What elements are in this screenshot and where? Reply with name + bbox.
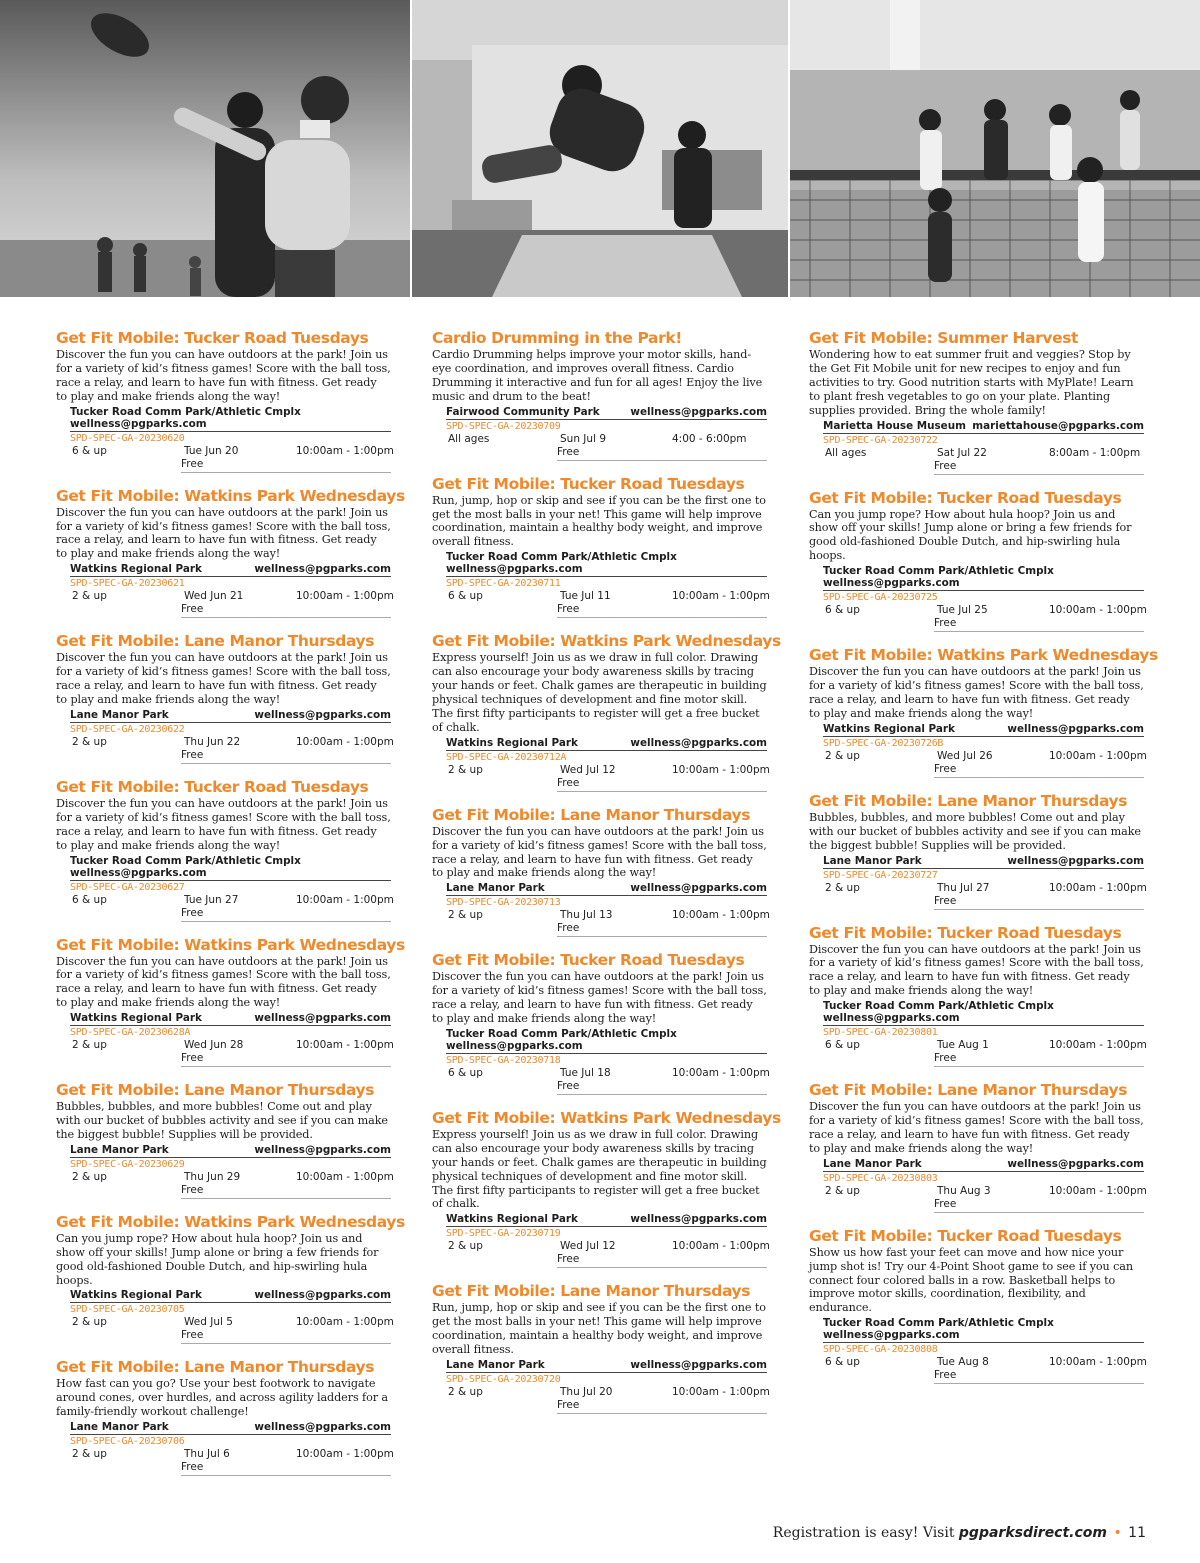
program-location: Lane Manor Park [70,1421,169,1434]
program-date: Thu Jun 29 [184,1170,241,1183]
program-date: Thu Jun 22 [184,735,241,748]
program-code: SPD-SPEC-GA-20230722 [823,434,938,446]
program-listing [809,646,1158,778]
program-location: Lane Manor Park [823,1157,922,1170]
program-title: Get Fit Mobile: Watkins Park Wednesdays [56,935,405,954]
program-title: Get Fit Mobile: Tucker Road Tuesdays [56,329,369,347]
program-age: 2 & up [72,1448,107,1461]
program-info [70,405,394,473]
program-info [70,854,394,922]
program-code: SPD-SPEC-GA-20230627 [70,881,185,893]
program-title: Get Fit Mobile: Lane Manor Thursdays [56,1081,375,1100]
program-listing [432,474,770,619]
location-row [70,406,391,432]
program-title: Cardio Drumming in the Park! [432,329,682,347]
program-listing [432,632,781,791]
program-age: 2 & up [825,749,860,762]
program-fee: Free [557,446,767,461]
location-row [70,1012,391,1026]
program-time: 10:00am - 1:00pm [672,590,770,603]
program-code: SPD-SPEC-GA-20230711 [446,578,561,590]
location-row [446,1359,767,1373]
program-info [446,1359,770,1414]
program-description: Discover the fun you can have outdoors at the park! Join us for a variety of kid’s fitness games! Score with the ball toss, race a relay, and learn to have fun with fitness. Get ready to play and make friends along the way! [56,796,391,852]
program-email[interactable]: wellness@pgparks.com [70,866,207,879]
program-fee: Free [557,603,767,618]
program-info [446,1213,770,1268]
program-time: 10:00am - 1:00pm [296,1170,394,1183]
location-row [446,1213,767,1227]
program-info [823,722,1147,778]
schedule-row [823,1184,1147,1198]
program-description: Can you jump rope? How about hula hoop? Join us and show off your skills! Jump alone or bring a few friends for good old-fashioned Double Dutch, and hip-swirling hula hoops. [56,1231,379,1287]
program-description: Show us how fast your feet can move and how nice your jump shot is! Try our 4-Point Shoot game to see if you can connect four colored balls in a row. Basketball helps to improve motor skills, coordination, flexibility, and endurance. [809,1245,1133,1315]
program-fee: Free [934,895,1144,910]
program-time: 10:00am - 1:00pm [296,1039,394,1052]
program-age: 6 & up [825,1356,860,1369]
program-date: Thu Jul 13 [560,909,613,922]
program-column-1 [56,329,405,1490]
program-fee: Free [557,1253,767,1268]
program-location: Watkins Regional Park [70,563,202,576]
program-age: 6 & up [825,604,860,617]
program-time: 10:00am - 1:00pm [296,1448,394,1461]
program-email[interactable]: mariettahouse@pgparks.com [972,419,1144,432]
program-age: 2 & up [72,590,107,603]
program-date: Tue Jul 25 [937,604,988,617]
program-fee: Free [934,617,1144,632]
program-info [823,565,1147,632]
program-listing [56,486,405,619]
program-description: Discover the fun you can have outdoors at the park! Join us for a variety of kid’s fitness games! Score with the ball toss, race a relay, and learn to have fun with fitness. Get ready to play and make friends along the way! [56,505,391,561]
program-description: Wondering how to eat summer fruit and veggies? Stop by the Get Fit Mobile unit for new recipes to enjoy and fun activities to try. Good nutrition starts with MyPlate! Learn to plant fresh vegetables to go on your plate. Planting supplies provided. Bring the whole family! [809,348,1134,417]
program-time: 10:00am - 1:00pm [1049,1184,1147,1197]
program-location: Tucker Road Comm Park/Athletic Cmplx [446,1027,677,1040]
program-date: Wed Jun 28 [184,1039,244,1052]
program-description: Bubbles, bubbles, and more bubbles! Come out and play with our bucket of bubbles activity and see if you can make the biggest bubble! Supplies will be provided. [809,810,1141,852]
program-time: 10:00am - 1:00pm [672,763,770,776]
program-email[interactable]: wellness@pgparks.com [823,1012,960,1025]
program-time: 4:00 - 6:00pm [672,432,747,445]
program-title: Get Fit Mobile: Watkins Park Wednesdays [56,1212,405,1231]
location-row [70,1144,391,1158]
program-code: SPD-SPEC-GA-20230622 [70,723,185,735]
program-time: 10:00am - 1:00pm [1049,604,1147,617]
program-email[interactable]: wellness@pgparks.com [254,563,391,576]
program-title: Get Fit Mobile: Watkins Park Wednesdays [432,632,781,651]
program-info [446,882,770,937]
program-location: Watkins Regional Park [70,1012,202,1025]
program-description: Express yourself! Join us as we draw in full color. Drawing can also encourage your body awareness skills by tracing your hands or feet. Chalk games are therapeutic in building physical techniques of development and fine motor skill. The first fifty participants to register will get a free bucket of chalk. [432,1127,767,1211]
program-date: Tue Jun 27 [184,893,239,906]
program-time: 10:00am - 1:00pm [296,893,394,906]
program-description: Run, jump, hop or skip and see if you can be the first one to get the most balls in your net! This game will help improve coordination, maintain a healthy body weight, and improve overall fitness. [432,493,766,549]
program-description: Cardio Drumming helps improve your motor skills, hand-eye coordination, and improves overall fitness. Cardio Drumming it interactive and fun for all ages! Enjoy the live music and drum to the beat! [432,348,763,403]
schedule-row [70,1316,394,1329]
program-description: Express yourself! Join us as we draw in full color. Drawing can also encourage your body awareness skills by tracing your hands or feet. Chalk games are therapeutic in building physical techniques of development and fine motor skill. The first fifty participants to register will get a free bucket of chalk. [432,651,767,734]
program-email[interactable]: wellness@pgparks.com [1007,1157,1144,1170]
program-time: 10:00am - 1:00pm [672,1386,770,1398]
schedule-row [446,1386,770,1399]
schedule-row [70,1039,394,1052]
program-email[interactable]: wellness@pgparks.com [254,708,391,721]
program-location: Tucker Road Comm Park/Athletic Cmplx [446,551,677,564]
schedule-row [823,881,1147,895]
program-date: Thu Aug 3 [937,1184,991,1197]
program-code: SPD-SPEC-GA-20230629 [70,1158,185,1170]
program-code: SPD-SPEC-GA-20230705 [70,1304,185,1316]
program-email[interactable]: wellness@pgparks.com [630,1359,767,1371]
photo-strip [0,0,1200,297]
program-title: Get Fit Mobile: Lane Manor Thursdays [56,632,375,651]
program-age: 6 & up [72,893,107,906]
page-footer [773,1525,1146,1541]
photo-gaga-pit [790,0,1200,297]
location-row [446,737,767,751]
program-title: Get Fit Mobile: Lane Manor Thursdays [432,1282,751,1301]
program-code: SPD-SPEC-GA-20230628A [70,1027,191,1039]
program-fee: Free [181,1329,391,1344]
program-fee: Free [934,460,1144,475]
program-fee: Free [557,777,767,792]
program-code: SPD-SPEC-GA-20230620 [70,432,185,444]
schedule-row [823,1356,1147,1369]
program-location: Watkins Regional Park [446,1213,578,1226]
program-email[interactable]: wellness@pgparks.com [630,736,767,749]
program-location: Tucker Road Comm Park/Athletic Cmplx [823,1000,1054,1013]
schedule-row [70,444,394,458]
program-location: Tucker Road Comm Park/Athletic Cmplx [823,1317,1054,1330]
program-description: Discover the fun you can have outdoors at the park! Join us for a variety of kid’s fitness games! Score with the ball toss, race a relay, and learn to have fun with fitness. Get ready to play and make friends along the way! [809,665,1144,720]
program-date: Wed Jun 21 [184,590,244,603]
program-date: Thu Jul 20 [560,1386,613,1398]
program-listing [56,329,394,473]
page-number: 11 [1128,1525,1146,1541]
program-title: Get Fit Mobile: Tucker Road Tuesdays [432,951,745,970]
program-time: 10:00am - 1:00pm [296,590,394,603]
program-fee: Free [181,603,391,618]
program-code: SPD-SPEC-GA-20230709 [446,420,561,432]
program-title: Get Fit Mobile: Watkins Park Wednesdays [809,646,1158,665]
program-code: SPD-SPEC-GA-20230719 [446,1228,561,1240]
location-row [823,855,1144,869]
program-email[interactable]: wellness@pgparks.com [1007,854,1144,867]
program-fee: Free [181,1052,391,1067]
program-description: Discover the fun you can have outdoors at the park! Join us for a variety of kid’s fitness games! Score with the ball toss, race a relay, and learn to have fun with fitness. Get ready to play and make friends along the way! [56,651,391,706]
schedule-row [446,909,770,922]
program-location: Fairwood Community Park [446,405,600,418]
program-code: SPD-SPEC-GA-20230621 [70,578,185,590]
program-email[interactable]: wellness@pgparks.com [254,1143,391,1156]
program-email[interactable]: wellness@pgparks.com [446,563,583,576]
program-info [446,736,770,792]
program-email[interactable]: wellness@pgparks.com [254,1289,391,1302]
program-info [70,1289,394,1344]
program-time: 10:00am - 1:00pm [1049,881,1147,894]
program-age: 2 & up [448,1386,483,1398]
program-column-3 [809,329,1158,1398]
location-row [70,1289,391,1303]
program-time: 10:00am - 1:00pm [1049,1356,1147,1369]
program-listing [56,1358,394,1476]
schedule-row [70,893,394,907]
footer-text: Registration is easy! Visit [772,1525,959,1541]
program-location: Marietta House Museum [823,419,966,432]
program-info [70,1012,394,1067]
program-age: All ages [448,432,490,445]
program-time: 10:00am - 1:00pm [1049,1039,1147,1052]
program-time: 10:00am - 1:00pm [296,1316,394,1329]
program-time: 10:00am - 1:00pm [672,1240,770,1253]
program-email[interactable]: wellness@pgparks.com [70,417,207,430]
program-code: SPD-SPEC-GA-20230808 [823,1344,938,1356]
program-info [70,1143,394,1199]
program-location: Lane Manor Park [823,854,922,867]
program-time: 8:00am - 1:00pm [1049,446,1141,459]
program-date: Tue Aug 8 [937,1356,989,1369]
program-code: SPD-SPEC-GA-20230725 [823,592,938,604]
program-listing [432,951,770,1095]
location-row [823,565,1144,591]
program-listing [56,935,405,1068]
program-fee: Free [181,749,391,764]
program-date: Tue Jun 20 [184,444,239,457]
program-listing [56,1081,394,1199]
program-info [446,551,770,618]
program-description: Discover the fun you can have outdoors at the park! Join us for a variety of kid’s fitness games! Score with the ball toss, race a relay, and learn to have fun with fitness. Get ready to play and make friends along the way! [809,942,1144,998]
program-code: SPD-SPEC-GA-20230801 [823,1027,938,1039]
program-listing [809,488,1147,633]
program-info [823,1000,1147,1067]
program-listing [432,1282,770,1414]
program-time: 10:00am - 1:00pm [672,909,770,922]
program-date: Wed Jul 5 [184,1316,233,1329]
schedule-row [70,1170,394,1184]
program-code: SPD-SPEC-GA-20230803 [823,1172,938,1184]
program-date: Tue Aug 1 [937,1039,989,1052]
program-location: Lane Manor Park [446,1359,545,1371]
program-location: Lane Manor Park [70,708,169,721]
location-row [823,723,1144,737]
program-code: SPD-SPEC-GA-20230720 [446,1374,561,1385]
program-fee: Free [934,1052,1144,1067]
program-date: Thu Jul 6 [184,1448,230,1461]
program-date: Wed Jul 12 [560,1240,616,1253]
program-info [823,1157,1147,1213]
program-description: Discover the fun you can have outdoors at the park! Join us for a variety of kid’s fitness games! Score with the ball toss, race a relay, and learn to have fun with fitness. Get ready to play and make friends along the way! [56,954,391,1010]
program-date: Sat Jul 22 [937,446,987,459]
program-description: Run, jump, hop or skip and see if you can be the first one to get the most balls in your net! This game will help improve coordination, maintain a healthy body weight, and improve overall fitness. [432,1301,766,1357]
program-email[interactable]: wellness@pgparks.com [823,577,960,590]
program-listing [56,1212,405,1345]
program-listing [432,329,767,461]
program-title: Get Fit Mobile: Tucker Road Tuesdays [56,777,369,796]
program-code: SPD-SPEC-GA-20230726B [823,737,944,749]
location-row [823,1000,1144,1026]
schedule-row [70,1448,394,1461]
program-title: Get Fit Mobile: Watkins Park Wednesdays [432,1108,781,1127]
program-date: Tue Jul 18 [560,1066,611,1079]
schedule-row [446,433,767,446]
program-listing [809,1081,1147,1213]
program-listing [809,791,1147,910]
program-fee: Free [934,1369,1144,1384]
schedule-row [823,1039,1147,1052]
program-date: Thu Jul 27 [937,881,990,894]
program-fee: Free [934,1198,1144,1213]
program-age: 2 & up [448,1240,483,1253]
program-location: Watkins Regional Park [446,736,578,749]
program-info [70,563,394,618]
program-description: Discover the fun you can have outdoors at the park! Join us for a variety of kid’s fitness games! Score with the ball toss, race a relay, and learn to have fun with fitness. Get ready to play and make friends along the way! [809,1100,1144,1155]
program-email[interactable]: wellness@pgparks.com [254,1012,391,1025]
location-row [823,1158,1144,1172]
program-age: 2 & up [825,881,860,894]
program-location: Watkins Regional Park [70,1289,202,1302]
program-description: Discover the fun you can have outdoors at the park! Join us for a variety of kid’s fitness games! Score with the ball toss, race a relay, and learn to have fun with fitness. Get ready to play and make friends along the way! [432,970,767,1026]
program-email[interactable]: wellness@pgparks.com [630,405,767,418]
program-listing [432,805,770,938]
schedule-row [446,1240,770,1253]
photo-obstacle-course [412,0,788,297]
program-code: SPD-SPEC-GA-20230718 [446,1054,561,1066]
location-row [446,1028,767,1054]
program-fee: Free [181,907,391,922]
program-date: Sun Jul 9 [560,432,606,445]
program-listing [432,1108,781,1268]
program-listing [56,632,394,764]
program-description: Discover the fun you can have outdoors at the park! Join us for a variety of kid’s fitness games! Score with the ball toss, race a relay, and learn to have fun with fitness. Get ready to play and make friends along the way! [56,348,391,403]
program-time: 10:00am - 1:00pm [296,444,394,457]
program-fee: Free [557,1399,767,1414]
program-fee: Free [181,458,391,473]
program-title: Get Fit Mobile: Tucker Road Tuesdays [809,923,1122,942]
program-location: Tucker Road Comm Park/Athletic Cmplx [70,405,301,418]
program-listing [809,329,1144,475]
footer-url-link[interactable]: pgparksdirect.com [958,1525,1107,1541]
program-location: Tucker Road Comm Park/Athletic Cmplx [70,854,301,867]
program-listing [56,777,394,922]
program-description: Discover the fun you can have outdoors at the park! Join us for a variety of kid’s fitness games! Score with the ball toss, race a relay, and learn to have fun with fitness. Get ready to play and make friends along the way! [432,824,767,880]
schedule-row [446,590,770,603]
program-column-2 [432,329,781,1428]
program-email[interactable]: wellness@pgparks.com [630,882,767,895]
schedule-row [823,749,1147,763]
program-title: Get Fit Mobile: Lane Manor Thursdays [809,1081,1128,1100]
program-location: Lane Manor Park [70,1143,169,1156]
program-age: 2 & up [72,1316,107,1329]
program-time: 10:00am - 1:00pm [296,735,394,748]
program-info [823,1317,1147,1384]
program-location: Tucker Road Comm Park/Athletic Cmplx [823,565,1054,578]
footer-separator: • [1113,1525,1122,1541]
location-row [70,855,391,881]
schedule-row [70,735,394,749]
program-description: Can you jump rope? How about hula hoop? Join us and show off your skills! Jump alone or bring a few friends for good old-fashioned Double Dutch, and hip-swirling hula hoops. [809,507,1132,563]
program-code: SPD-SPEC-GA-20230713 [446,897,561,909]
program-email[interactable]: wellness@pgparks.com [630,1213,767,1226]
program-age: 2 & up [72,1170,107,1183]
program-age: 2 & up [825,1184,860,1197]
program-listing [809,1226,1147,1385]
program-info [70,1421,394,1476]
program-time: 10:00am - 1:00pm [672,1066,770,1079]
location-row [823,420,1144,434]
program-fee: Free [181,1184,391,1199]
program-code: SPD-SPEC-GA-20230727 [823,869,938,881]
schedule-row [446,1066,770,1080]
program-age: 2 & up [72,1039,107,1052]
location-row [70,1421,391,1435]
program-location: Watkins Regional Park [823,722,955,735]
program-email[interactable]: wellness@pgparks.com [823,1329,960,1342]
program-title: Get Fit Mobile: Summer Harvest [809,329,1079,347]
photo-football-throw [0,0,410,297]
program-title: Get Fit Mobile: Lane Manor Thursdays [432,805,751,824]
location-row [446,406,767,420]
program-title: Get Fit Mobile: Lane Manor Thursdays [809,791,1128,810]
schedule-row [823,604,1147,617]
program-fee: Free [181,1461,391,1476]
program-fee: Free [934,763,1144,778]
program-age: 6 & up [448,590,483,603]
program-listing [809,923,1147,1068]
program-fee: Free [557,1080,767,1095]
program-email[interactable]: wellness@pgparks.com [446,1039,583,1052]
program-age: 6 & up [825,1039,860,1052]
program-title: Get Fit Mobile: Tucker Road Tuesdays [809,488,1122,507]
program-age: All ages [825,446,867,459]
program-location: Lane Manor Park [446,882,545,895]
program-info [823,420,1144,475]
program-age: 2 & up [448,763,483,776]
program-date: Tue Jul 11 [560,590,611,603]
program-code: SPD-SPEC-GA-20230712A [446,751,567,763]
program-email[interactable]: wellness@pgparks.com [1007,722,1144,735]
program-code: SPD-SPEC-GA-20230706 [70,1436,185,1448]
program-title: Get Fit Mobile: Watkins Park Wednesdays [56,486,405,505]
program-info [70,708,394,764]
program-info [446,1027,770,1095]
program-date: Wed Jul 26 [937,749,993,762]
program-age: 2 & up [72,735,107,748]
schedule-row [823,447,1144,460]
location-row [70,563,391,577]
program-description: Bubbles, bubbles, and more bubbles! Come out and play with our bucket of bubbles activity and see if you can make the biggest bubble! Supplies will be provided. [56,1100,388,1141]
location-row [446,551,767,577]
location-row [823,1317,1144,1343]
location-row [70,709,391,723]
program-age: 6 & up [72,444,107,457]
location-row [446,882,767,896]
schedule-row [446,763,770,777]
program-time: 10:00am - 1:00pm [1049,749,1147,762]
program-age: 2 & up [448,909,483,922]
program-email[interactable]: wellness@pgparks.com [254,1421,391,1434]
program-title: Get Fit Mobile: Tucker Road Tuesdays [809,1226,1122,1245]
program-title: Get Fit Mobile: Lane Manor Thursdays [56,1358,375,1377]
program-info [823,854,1147,910]
program-info [446,406,767,461]
program-date: Wed Jul 12 [560,763,616,776]
program-description: How fast can you go? Use your best footwork to navigate around cones, over hurdles, and across agility ladders for a family-friendly workout challenge! [56,1377,388,1419]
program-title: Get Fit Mobile: Tucker Road Tuesdays [432,474,745,493]
program-age: 6 & up [448,1066,483,1079]
schedule-row [70,590,394,603]
program-fee: Free [557,922,767,937]
